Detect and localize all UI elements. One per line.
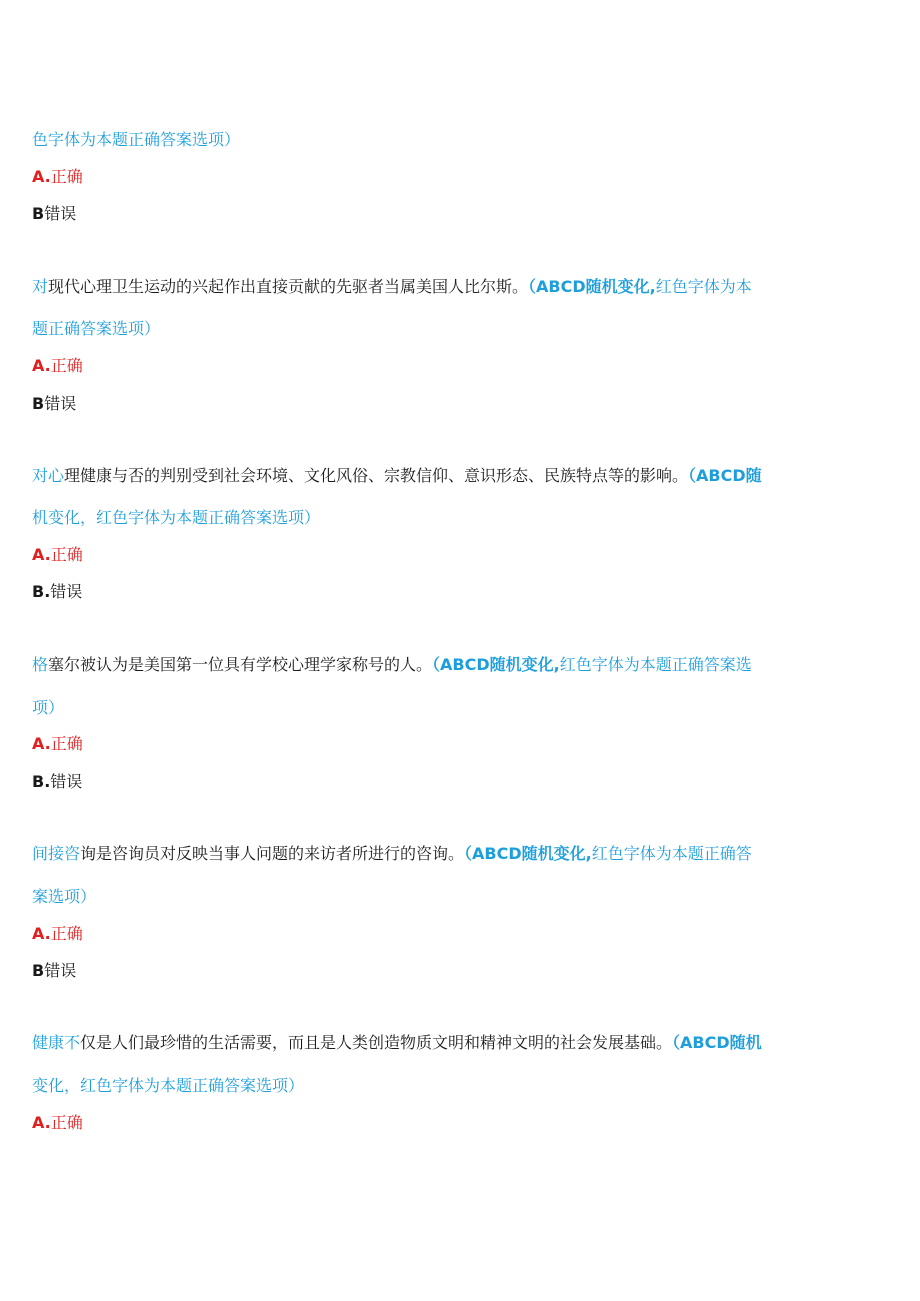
continuation-text: 变化，红色字体为本题正确答案选项） — [32, 1076, 305, 1095]
question-body: 询是咨询员对反映当事人问题的来访者所进行的咨询。 — [80, 844, 465, 863]
option-text: 正确 — [50, 167, 83, 186]
answer-note-bold: （ABCD随机变化, — [464, 844, 592, 863]
question-stem — [32, 465, 832, 487]
option-text: 正确 — [50, 924, 83, 943]
option-letter: B. — [32, 772, 51, 791]
option-text: 错误 — [50, 582, 83, 601]
question-body: 塞尔被认为是美国第一位具有学校心理学家称号的人。 — [48, 655, 433, 674]
option-a — [32, 923, 832, 945]
option-text: 错误 — [44, 394, 77, 413]
option-b — [32, 393, 832, 415]
question-stem — [32, 276, 832, 298]
option-letter: A. — [32, 167, 51, 186]
option-a — [32, 1112, 832, 1134]
option-text: 错误 — [50, 772, 83, 791]
option-b — [32, 771, 832, 793]
question-stem — [32, 654, 832, 676]
option-b — [32, 203, 832, 225]
answer-note-bold: （ABCD随机变化, — [528, 277, 656, 296]
option-letter: B — [32, 204, 45, 223]
option-a — [32, 355, 832, 377]
answer-note-bold: （ABCD随 — [688, 466, 762, 485]
question-lead: 间接咨 — [32, 844, 81, 863]
option-letter: B — [32, 961, 45, 980]
question-lead: 健康不 — [32, 1033, 81, 1052]
continuation-text: 项） — [32, 698, 65, 717]
question-lead: 对 — [32, 277, 49, 296]
question-body: 理健康与否的判别受到社会环境、文化风俗、宗教信仰、意识形态、民族特点等的影响。 — [64, 466, 689, 485]
question-continuation — [32, 1075, 832, 1097]
option-letter: A. — [32, 1113, 51, 1132]
answer-note-bold: （ABCD随机 — [672, 1033, 762, 1052]
answer-note: 红色字体为本 — [655, 277, 752, 296]
option-a — [32, 733, 832, 755]
question-lead: 格 — [32, 655, 49, 674]
option-letter: A. — [32, 924, 51, 943]
option-text: 正确 — [50, 734, 83, 753]
option-b — [32, 960, 832, 982]
option-text: 正确 — [50, 545, 83, 564]
question-body: 仅是人们最珍惜的生活需要，而且是人类创造物质文明和精神文明的社会发展基础。 — [80, 1033, 673, 1052]
question-body: 现代心理卫生运动的兴起作出直接贡献的先驱者当属美国人比尔斯。 — [48, 277, 529, 296]
continuation-text: 机变化，红色字体为本题正确答案选项） — [32, 508, 321, 527]
option-b — [32, 581, 832, 603]
answer-note: 红色字体为本题正确答案选 — [559, 655, 752, 674]
answer-note: 红色字体为本题正确答 — [591, 844, 752, 863]
option-a — [32, 166, 832, 188]
option-a — [32, 544, 832, 566]
option-letter: A. — [32, 545, 51, 564]
question-continuation — [32, 318, 832, 340]
option-letter: B — [32, 394, 45, 413]
question-continuation — [32, 886, 832, 908]
option-text: 错误 — [44, 961, 77, 980]
option-letter: B. — [32, 582, 51, 601]
continuation-text: 色字体为本题正确答案选项） — [32, 130, 241, 149]
answer-note-bold: （ABCD随机变化, — [432, 655, 560, 674]
question-stem — [32, 1032, 832, 1054]
option-text: 错误 — [44, 204, 77, 223]
continuation-text: 题正确答案选项） — [32, 319, 161, 338]
option-text: 正确 — [50, 1113, 83, 1132]
question-continuation — [32, 129, 832, 151]
option-letter: A. — [32, 734, 51, 753]
question-continuation — [32, 697, 832, 719]
option-text: 正确 — [50, 356, 83, 375]
option-letter: A. — [32, 356, 51, 375]
question-continuation — [32, 507, 832, 529]
question-stem — [32, 843, 832, 865]
continuation-text: 案选项） — [32, 887, 97, 906]
question-lead: 对心 — [32, 466, 65, 485]
